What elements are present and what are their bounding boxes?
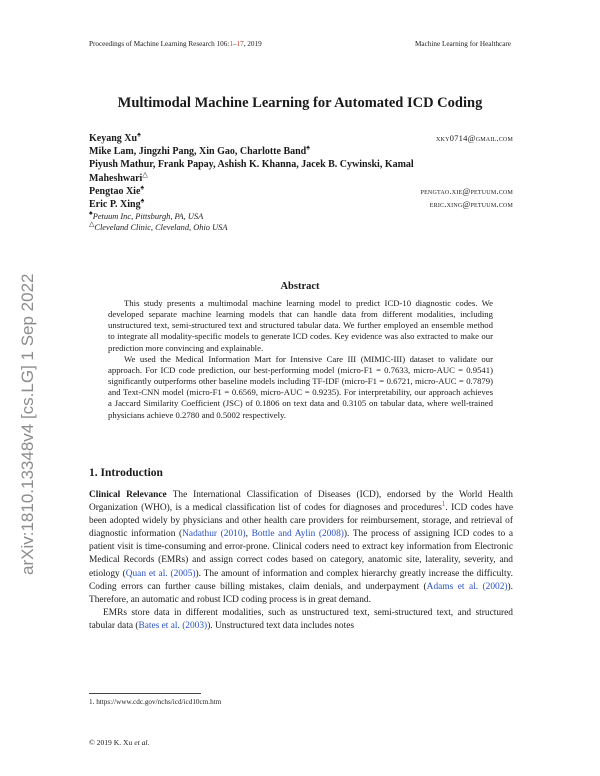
footnote: 1. https://www.cdc.gov/nchs/icd/icd10cm.htm [89, 698, 222, 706]
author-email: eric.xing@petuum.com [429, 199, 513, 210]
author-block [89, 132, 513, 233]
citation-link[interactable]: Quan et al. (2005) [125, 568, 196, 579]
abstract-paragraph: This study presents a multimodal machine learning model to predict ICD-10 diagnostic codes. We developed separate machine learning models that can handle data from different modalities, including unstructured text, semi-structured text and structured tabular data. We further employed an ensemble method to integrate all modality-specific models to generate ICD codes. Key evidence was also extracted to make our prediction more convincing and explainable. [108, 298, 493, 353]
abstract-body [108, 298, 493, 421]
author-row: Maheshwari△ [89, 170, 148, 184]
body-paragraph: EMRs store data in different modalities, such as unstructured text, semi-structured text, and structured tabular data (Bates et al. (2003)). Unstructured text data includes notes [89, 607, 513, 631]
section-heading: 1. Introduction [89, 467, 163, 479]
affiliation: △Cleveland Clinic, Cleveland, Ohio USA [89, 220, 228, 233]
author-row: Eric P. Xing♠ eric.xing@petuum.com [89, 196, 513, 211]
citation-link[interactable]: Bates et al. (2003) [138, 620, 208, 631]
copyright-line: © 2019 K. Xu et al. [89, 738, 150, 747]
author-row: Piyush Mathur, Frank Papay, Ashish K. Khanna, Jacek B. Cywinski, Kamal [89, 159, 414, 171]
affiliation: ♠Petuum Inc, Pittsburgh, PA, USA [89, 209, 204, 222]
section-body [89, 489, 513, 633]
paragraph-heading: Clinical Relevance [89, 490, 167, 500]
author-row: Mike Lam, Jingzhi Pang, Xin Gao, Charlotte Band♠ [89, 143, 310, 158]
running-header [89, 40, 511, 48]
arxiv-identifier: arXiv:1810.13348v4 [cs.LG] 1 Sep 2022 [18, 273, 37, 575]
abstract-paragraph: We used the Medical Information Mart for Intensive Care III (MIMIC-III) dataset to validate our approach. For ICD code prediction, our best-performing model (micro-F1 = 0.7633, micro-AUC = 0.9541) significantly outperforms other baseline models including TF-IDF (micro-F1 = 0.6721, micro-AUC = 0.7879) and Text-CNN model (micro-F1 = 0.6569, micro-AUC = 0.9235). For interpretability, our approach achieves a Jaccard Similarity Coefficient (JSC) of 0.1806 on text data and 0.3105 on tabular data, where well-trained physicians achieve 0.2780 and 0.5002 respectively. [108, 353, 493, 420]
paper-title: Multimodal Machine Learning for Automated ICD Coding [117, 95, 483, 111]
author-email: pengtao.xie@petuum.com [420, 185, 513, 196]
author-row: Pengtao Xie♠ pengtao.xie@petuum.com [89, 183, 513, 197]
first-page-link[interactable]: 1 [229, 40, 233, 48]
venue-line: Proceedings of Machine Learning Research 106:1–17, 2019 [89, 40, 262, 48]
abstract-heading: Abstract [280, 281, 320, 292]
citation-link[interactable]: Adams et al. (2002) [426, 581, 508, 592]
citation-link[interactable]: Bottle and Aylin (2008) [251, 529, 344, 540]
citation-link[interactable]: Nadathur (2010) [182, 529, 246, 540]
author-row: Keyang Xu♠ xky0714@gmail.com [89, 130, 513, 144]
footnote-marker[interactable]: 1 [441, 499, 446, 508]
journal-name: Machine Learning for Healthcare [415, 40, 511, 48]
author-email: xky0714@gmail.com [436, 133, 513, 143]
last-page-link[interactable]: 17 [236, 40, 244, 48]
footnote-rule [89, 693, 201, 694]
body-paragraph: Clinical Relevance The International Classification of Diseases (ICD), endorsed by the World Health Organization (WHO), is a medical classification list of codes for diagnoses and procedures$^1$. ICD codes have been adopted widely by physicians and other health care providers for reimbursement, storage, and retrieval of diagnostic information (Nadathur (2010), Bottle and Aylin (2008)). The process of assigning ICD codes to a patient visit is time-consuming and error-prone. Clinical coders need to extract key information from Electronic Medical Records (EMRs) and assign correct codes based on category, anatomic site, laterality, severity, and etiology (Quan et al. (2005)). The amount of information and complex hierarchy greatly increase the difficulty. Coding errors can further cause billing mistakes, claim denials, and underpayment (Adams et al. (2002)). Therefore, an automatic and robust ICD coding process is in great demand. [89, 490, 513, 605]
